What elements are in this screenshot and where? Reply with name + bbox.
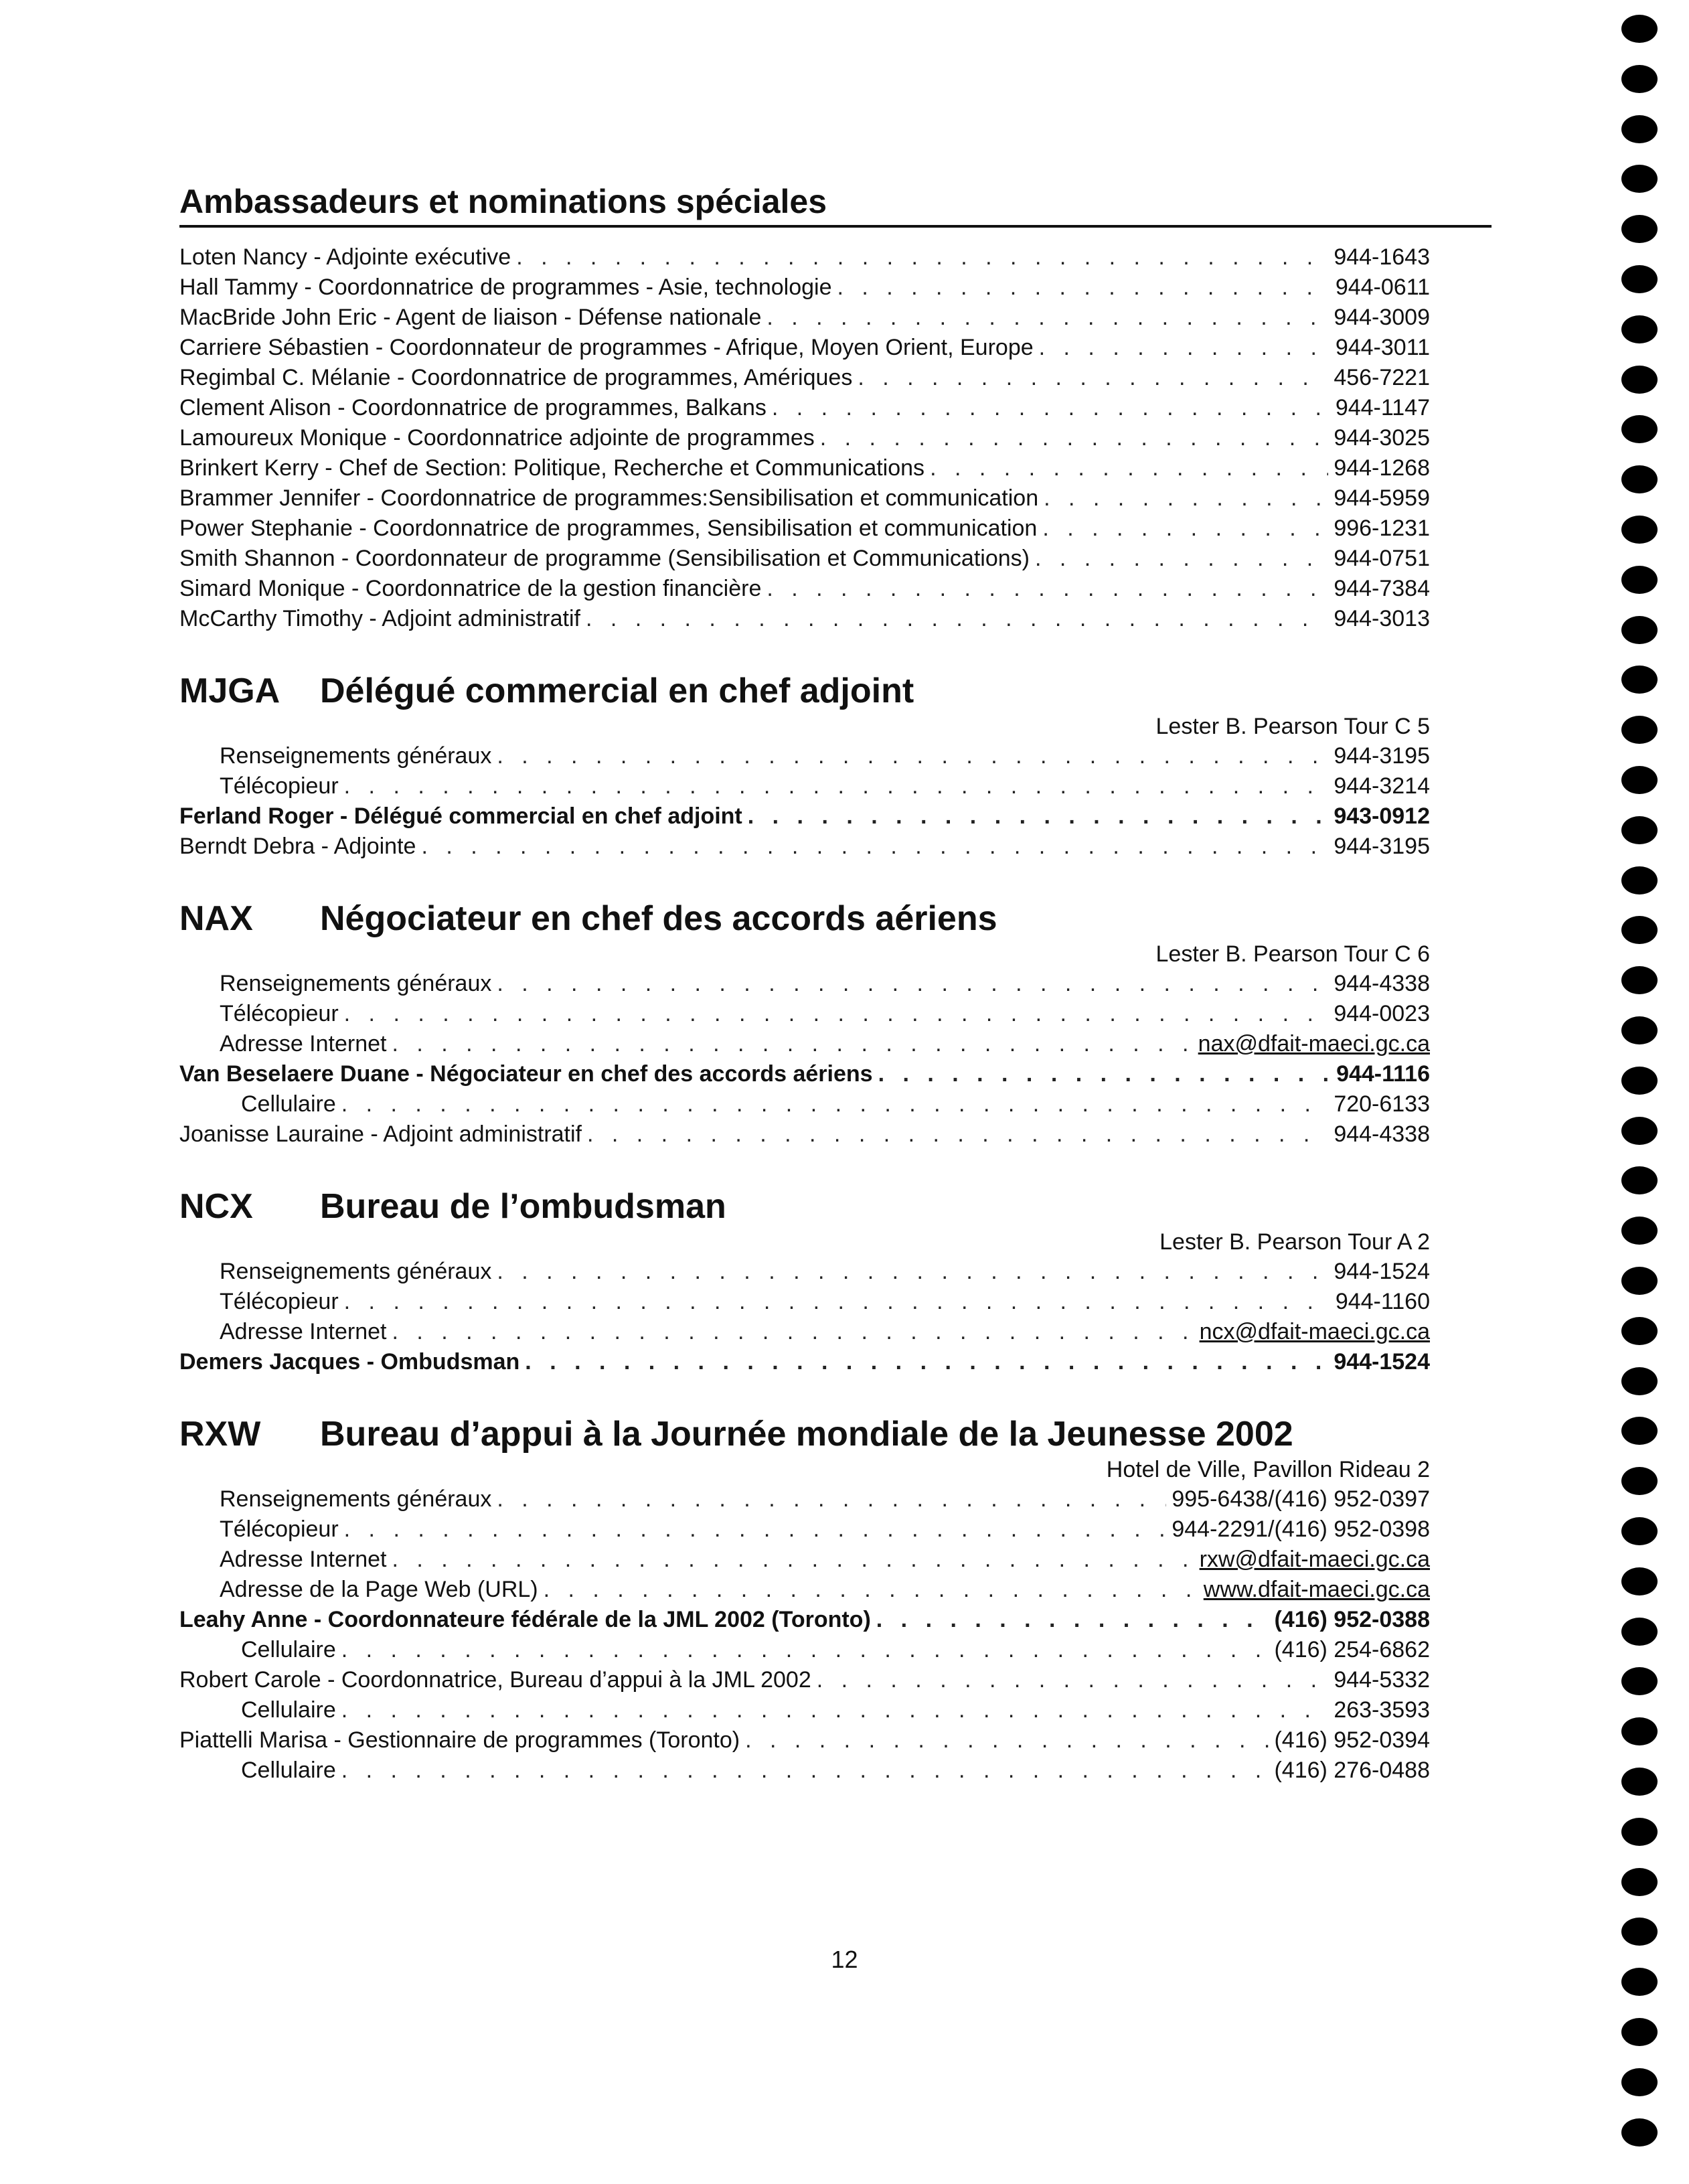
leader-dots <box>767 303 1328 333</box>
entry-value: 944-3195 <box>1334 834 1430 859</box>
entry-value: (416) 254-6862 <box>1274 1637 1430 1662</box>
list-item <box>179 393 1430 423</box>
entry-value: 944-5959 <box>1334 485 1430 511</box>
entry-label: Cellulaire <box>241 1637 336 1662</box>
list-item <box>179 1725 1430 1756</box>
leader-dots <box>497 969 1328 999</box>
entry-label: Télécopieur <box>220 1289 339 1314</box>
leader-dots <box>392 1545 1194 1575</box>
list-item <box>179 574 1430 604</box>
leader-dots <box>392 1029 1192 1059</box>
entry-value: 944-3013 <box>1334 606 1430 631</box>
email-link[interactable]: rxw@dfait-maeci.gc.ca <box>1199 1547 1430 1572</box>
leader-dots <box>745 1725 1269 1756</box>
entry-value: 944-0611 <box>1335 275 1430 300</box>
binding-hole <box>1621 2068 1658 2096</box>
entry-value: (416) 952-0394 <box>1274 1727 1430 1753</box>
leader-dots <box>878 1059 1331 1089</box>
entry-value: 944-5332 <box>1334 1667 1430 1693</box>
binding-hole <box>1621 1016 1658 1044</box>
leader-dots <box>817 1665 1329 1695</box>
list-item <box>179 1347 1430 1377</box>
leader-dots <box>837 272 1330 303</box>
list-item <box>179 1756 1430 1786</box>
entry-value: 263-3593 <box>1334 1697 1430 1723</box>
entry-value: 996-1231 <box>1334 516 1430 541</box>
entry-value: 944-0751 <box>1334 546 1430 571</box>
list-item <box>179 801 1430 832</box>
binding-hole <box>1621 1517 1658 1545</box>
list-item <box>179 771 1430 801</box>
entry-value: (416) 952-0388 <box>1274 1607 1430 1632</box>
leader-dots <box>341 1756 1269 1786</box>
list-item <box>179 969 1430 999</box>
email-link[interactable]: ncx@dfait-maeci.gc.ca <box>1199 1319 1430 1344</box>
entry-value: 944-4338 <box>1334 1121 1430 1147</box>
binding-hole <box>1621 2018 1658 2046</box>
entry-value: 944-3009 <box>1334 305 1430 330</box>
binding-hole <box>1621 15 1658 43</box>
binding-hole <box>1621 1117 1658 1145</box>
binding-hole <box>1621 866 1658 894</box>
list-item <box>179 1605 1430 1635</box>
list-item <box>179 604 1430 634</box>
entry-value: 944-3195 <box>1334 743 1430 769</box>
binding-hole <box>1621 516 1658 544</box>
list-item <box>179 1545 1430 1575</box>
entry-value: 944-2291/(416) 952-0398 <box>1172 1516 1430 1542</box>
section-location: Lester B. Pearson Tour A 2 <box>1159 1229 1430 1255</box>
list-item <box>179 1287 1430 1317</box>
entry-label: Cellulaire <box>241 1697 336 1723</box>
binding-hole <box>1621 415 1658 443</box>
list-item <box>179 1635 1430 1665</box>
list-item <box>179 242 1430 272</box>
entry-label: Renseignements généraux <box>220 743 492 769</box>
entry-value: 944-1160 <box>1335 1289 1430 1314</box>
binding-hole <box>1621 1768 1658 1796</box>
leader-dots <box>767 574 1328 604</box>
entry-label: MacBride John Eric - Agent de liaison - Défense nationale <box>179 305 762 330</box>
list-item <box>179 303 1430 333</box>
binding-hole <box>1621 766 1658 794</box>
section-code: RXW <box>179 1415 261 1454</box>
leader-dots <box>516 242 1328 272</box>
section-code: NCX <box>179 1187 253 1226</box>
leader-dots <box>1044 483 1328 514</box>
entry-label: Cellulaire <box>241 1758 336 1783</box>
entry-label: Lamoureux Monique - Coordonnatrice adjointe de programmes <box>179 425 815 451</box>
binding-hole <box>1621 215 1658 243</box>
binding-hole <box>1621 916 1658 944</box>
leader-dots <box>820 423 1329 453</box>
binding-hole <box>1621 1267 1658 1295</box>
entry-value: 944-3025 <box>1334 425 1430 451</box>
entry-label: Power Stephanie - Coordonnatrice de programmes, Sensibilisation et communication <box>179 516 1038 541</box>
binding-hole <box>1621 1567 1658 1595</box>
entry-value: 944-7384 <box>1334 576 1430 601</box>
binding-hole <box>1621 315 1658 343</box>
list-item <box>179 832 1430 862</box>
list-item <box>179 1029 1430 1059</box>
section-code: MJGA <box>179 672 280 710</box>
entry-label: Clement Alison - Coordonnatrice de programmes, Balkans <box>179 395 767 420</box>
entry-label: Ferland Roger - Délégué commercial en chef adjoint <box>179 803 742 829</box>
entry-value: 944-4338 <box>1334 971 1430 996</box>
entry-value: 720-6133 <box>1334 1091 1430 1117</box>
leader-dots <box>497 1484 1166 1514</box>
leader-dots <box>392 1317 1194 1347</box>
leader-dots <box>587 1119 1328 1150</box>
entry-label: Hall Tammy - Coordonnatrice de programmes - Asie, technologie <box>179 275 832 300</box>
entry-label: Leahy Anne - Coordonnateure fédérale de la JML 2002 (Toronto) <box>179 1607 871 1632</box>
entry-label: Simard Monique - Coordonnatrice de la gestion financière <box>179 576 762 601</box>
leader-dots <box>421 832 1328 862</box>
section-mjga <box>179 670 1492 862</box>
leader-dots <box>1035 544 1328 574</box>
list-item <box>179 453 1430 483</box>
binding-hole <box>1621 1367 1658 1395</box>
entry-value: 456-7221 <box>1334 365 1430 390</box>
leader-dots <box>497 741 1328 771</box>
entry-label: Télécopieur <box>220 1516 339 1542</box>
section-heading <box>179 670 1492 712</box>
section-nax <box>179 898 1492 1150</box>
page-number: 12 <box>831 1946 858 1973</box>
list-item <box>179 1257 1430 1287</box>
entry-label: Adresse Internet <box>220 1319 387 1344</box>
binding-hole <box>1621 65 1658 93</box>
binding-hole <box>1621 366 1658 394</box>
binding-hole <box>1621 1868 1658 1896</box>
entry-value: 944-3214 <box>1334 773 1430 799</box>
list-item <box>179 1695 1430 1725</box>
leader-dots <box>341 1635 1269 1665</box>
entry-label: Carriere Sébastien - Coordonnateur de programmes - Afrique, Moyen Orient, Europe <box>179 335 1034 360</box>
binding-holes <box>1621 15 1659 2177</box>
list-item <box>179 544 1430 574</box>
entry-label: Adresse de la Page Web (URL) <box>220 1577 538 1602</box>
entry-value: 944-1643 <box>1334 244 1430 270</box>
entry-value: 944-1116 <box>1336 1061 1430 1087</box>
entry-label: Piattelli Marisa - Gestionnaire de programmes (Toronto) <box>179 1727 740 1753</box>
leader-dots <box>876 1605 1269 1635</box>
section-title: Délégué commercial en chef adjoint <box>320 672 914 710</box>
leader-dots <box>772 393 1330 423</box>
binding-hole <box>1621 966 1658 994</box>
leader-dots <box>344 999 1329 1029</box>
page-content <box>179 181 1492 1786</box>
entry-label: Renseignements généraux <box>220 971 492 996</box>
section-code: NAX <box>179 899 253 938</box>
entry-label: Joanisse Lauraine - Adjoint administratif <box>179 1121 582 1147</box>
entry-label: Brammer Jennifer - Coordonnatrice de programmes:Sensibilisation et communication <box>179 485 1039 511</box>
leader-dots <box>544 1575 1198 1605</box>
entry-label: Renseignements généraux <box>220 1486 492 1512</box>
section-title: Bureau d’appui à la Journée mondiale de la Jeunesse 2002 <box>320 1415 1293 1454</box>
leader-dots <box>586 604 1328 634</box>
list-item <box>179 1514 1430 1545</box>
leader-dots <box>497 1257 1328 1287</box>
entry-value: 944-3011 <box>1335 335 1430 360</box>
list-item <box>179 1575 1430 1605</box>
entry-value: 944-1147 <box>1335 395 1430 420</box>
binding-hole <box>1621 1317 1658 1345</box>
leader-dots <box>341 1695 1329 1725</box>
list-item <box>179 999 1430 1029</box>
leader-dots <box>930 453 1328 483</box>
email-link[interactable]: nax@dfait-maeci.gc.ca <box>1198 1031 1430 1057</box>
list-item <box>179 1119 1430 1150</box>
entry-value: 995-6438/(416) 952-0397 <box>1172 1486 1430 1512</box>
list-item <box>179 423 1430 453</box>
binding-hole <box>1621 165 1658 193</box>
entry-value: 944-1268 <box>1334 455 1430 481</box>
leader-dots <box>344 771 1329 801</box>
leader-dots <box>748 801 1329 832</box>
page-title: Ambassadeurs et nominations spéciales <box>179 181 1492 228</box>
leader-dots <box>344 1287 1330 1317</box>
binding-hole <box>1621 1618 1658 1646</box>
entry-label: Loten Nancy - Adjointe exécutive <box>179 244 511 270</box>
section-heading <box>179 1186 1492 1227</box>
entry-value: 943-0912 <box>1334 803 1430 829</box>
binding-hole <box>1621 716 1658 744</box>
section-heading <box>179 1413 1492 1455</box>
leader-dots <box>1039 333 1330 363</box>
web-link[interactable]: www.dfait-maeci.gc.ca <box>1203 1577 1430 1602</box>
list-item <box>179 1317 1430 1347</box>
entry-label: Berndt Debra - Adjointe <box>179 834 416 859</box>
list-item <box>179 333 1430 363</box>
entry-label: Robert Carole - Coordonnatrice, Bureau d’appui à la JML 2002 <box>179 1667 811 1693</box>
list-item <box>179 514 1430 544</box>
intro-list <box>179 242 1492 634</box>
leader-dots <box>858 363 1328 393</box>
binding-hole <box>1621 816 1658 844</box>
leader-dots <box>1042 514 1328 544</box>
leader-dots <box>525 1347 1328 1377</box>
list-item <box>179 1059 1430 1089</box>
section-location: Lester B. Pearson Tour C 6 <box>1155 941 1430 967</box>
binding-hole <box>1621 1918 1658 1946</box>
list-item <box>179 363 1430 393</box>
section-location: Hotel de Ville, Pavillon Rideau 2 <box>1106 1457 1430 1482</box>
section-rxw <box>179 1413 1492 1786</box>
entry-label: Adresse Internet <box>220 1031 387 1057</box>
entry-label: Télécopieur <box>220 1001 339 1026</box>
entry-label: Smith Shannon - Coordonnateur de programme (Sensibilisation et Communications) <box>179 546 1030 571</box>
entry-label: Demers Jacques - Ombudsman <box>179 1349 520 1375</box>
binding-hole <box>1621 1818 1658 1846</box>
list-item <box>179 1484 1430 1514</box>
entry-label: Adresse Internet <box>220 1547 387 1572</box>
entry-label: Télécopieur <box>220 773 339 799</box>
list-item <box>179 1665 1430 1695</box>
list-item <box>179 272 1430 303</box>
section-title: Négociateur en chef des accords aériens <box>320 899 997 938</box>
section-location: Lester B. Pearson Tour C 5 <box>1155 714 1430 739</box>
entry-label: Brinkert Kerry - Chef de Section: Politique, Recherche et Communications <box>179 455 925 481</box>
binding-hole <box>1621 115 1658 143</box>
entry-value: (416) 276-0488 <box>1274 1758 1430 1783</box>
binding-hole <box>1621 1417 1658 1445</box>
binding-hole <box>1621 465 1658 493</box>
binding-hole <box>1621 616 1658 644</box>
leader-dots <box>341 1089 1329 1119</box>
entry-label: McCarthy Timothy - Adjoint administratif <box>179 606 580 631</box>
section-heading <box>179 898 1492 939</box>
binding-hole <box>1621 1067 1658 1095</box>
list-item <box>179 483 1430 514</box>
binding-hole <box>1621 666 1658 694</box>
entry-label: Cellulaire <box>241 1091 336 1117</box>
binding-hole <box>1621 265 1658 293</box>
leader-dots <box>344 1514 1167 1545</box>
binding-hole <box>1621 1667 1658 1695</box>
entry-label: Renseignements généraux <box>220 1259 492 1284</box>
entry-value: 944-0023 <box>1334 1001 1430 1026</box>
binding-hole <box>1621 566 1658 594</box>
entry-value: 944-1524 <box>1334 1259 1430 1284</box>
entry-label: Regimbal C. Mélanie - Coordonnatrice de programmes, Amériques <box>179 365 853 390</box>
binding-hole <box>1621 1717 1658 1745</box>
list-item <box>179 741 1430 771</box>
list-item <box>179 1089 1430 1119</box>
binding-hole <box>1621 1166 1658 1194</box>
section-title: Bureau de l’ombudsman <box>320 1187 726 1226</box>
entry-label: Van Beselaere Duane - Négociateur en chef des accords aériens <box>179 1061 873 1087</box>
binding-hole <box>1621 1467 1658 1495</box>
binding-hole <box>1621 2118 1658 2147</box>
entry-value: 944-1524 <box>1334 1349 1430 1375</box>
section-ncx <box>179 1186 1492 1377</box>
binding-hole <box>1621 1217 1658 1245</box>
